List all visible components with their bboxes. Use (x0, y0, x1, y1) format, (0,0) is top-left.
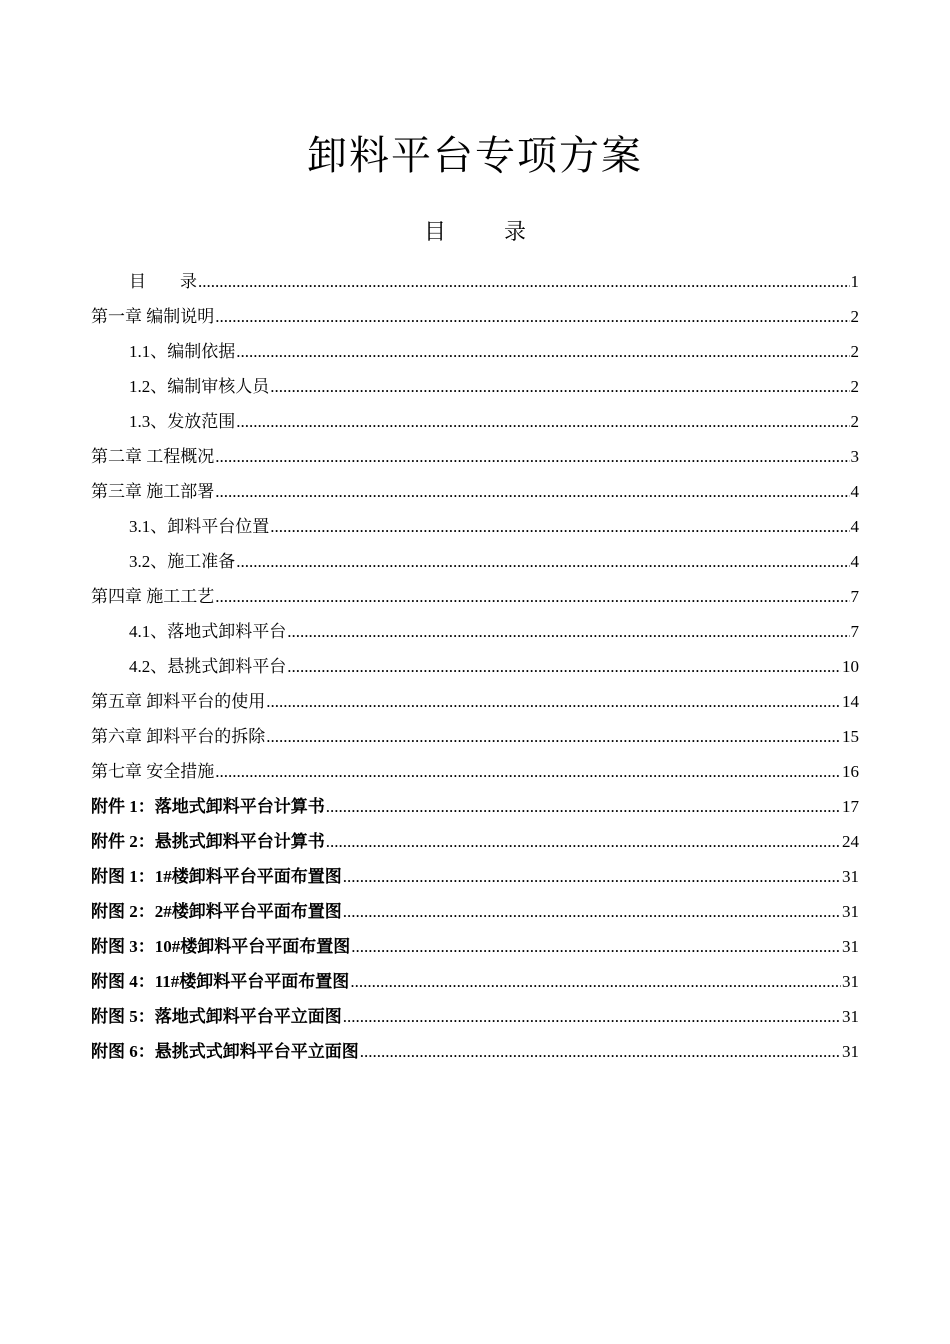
toc-entry[interactable] (91, 756, 859, 791)
toc-dot-leader (351, 931, 841, 963)
toc-entry-page-number: 7 (850, 587, 859, 606)
toc-dot-leader (266, 686, 841, 718)
toc-entry-page-number: 31 (842, 1007, 859, 1026)
toc-entry[interactable] (91, 616, 859, 651)
toc-entry-page-number: 4 (850, 517, 859, 536)
toc-dot-leader (343, 896, 841, 928)
document-title: 卸料平台专项方案 (307, 133, 643, 178)
toc-entry[interactable] (91, 511, 859, 546)
toc-dot-leader (215, 756, 841, 788)
toc-entry[interactable] (91, 476, 859, 511)
toc-entry[interactable] (91, 966, 859, 1001)
toc-entry-page-number: 31 (842, 972, 859, 991)
toc-dot-leader (215, 476, 849, 508)
toc-entry-page-number: 17 (842, 797, 859, 816)
toc-entry-title: 第一章 编制说明 (91, 307, 215, 326)
toc-entry-title: 附件 1：落地式卸料平台计算书 (91, 797, 325, 816)
toc-entry-page-number: 31 (842, 867, 859, 886)
toc-dot-leader (236, 546, 849, 578)
toc-entry-page-number: 16 (842, 762, 859, 781)
toc-entry-title: 第七章 安全措施 (91, 762, 215, 781)
toc-dot-leader (270, 511, 849, 543)
toc-entry-title: 4.2、悬挑式卸料平台 (129, 657, 287, 676)
toc-entry[interactable] (91, 1001, 859, 1036)
toc-entry[interactable] (91, 1036, 859, 1071)
toc-dot-leader (350, 966, 841, 998)
toc-entry-title: 第六章 卸料平台的拆除 (91, 727, 266, 746)
toc-entry[interactable] (91, 371, 859, 406)
toc-entry[interactable] (91, 266, 859, 301)
toc-dot-leader (236, 406, 849, 438)
toc-entry-title: 附图 1：1#楼卸料平台平面布置图 (91, 867, 342, 886)
toc-entry[interactable] (91, 301, 859, 336)
toc-entry-page-number: 31 (842, 1042, 859, 1061)
toc-dot-leader (343, 861, 841, 893)
toc-entry-page-number: 24 (842, 832, 859, 851)
table-of-contents (91, 266, 859, 1071)
toc-dot-leader (270, 371, 849, 403)
toc-entry[interactable] (91, 896, 859, 931)
toc-dot-leader (215, 441, 849, 473)
toc-entry-title: 目 录 (129, 272, 197, 291)
toc-dot-leader (287, 651, 841, 683)
toc-entry[interactable] (91, 861, 859, 896)
toc-entry-title: 3.1、卸料平台位置 (129, 517, 270, 536)
toc-entry-page-number: 2 (850, 412, 859, 431)
toc-dot-leader (198, 266, 850, 298)
toc-dot-leader (287, 616, 849, 648)
toc-heading (0, 218, 950, 248)
toc-entry-title: 第四章 施工工艺 (91, 587, 215, 606)
toc-entry-page-number: 14 (842, 692, 859, 711)
toc-entry-page-number: 2 (850, 307, 859, 326)
toc-entry-title: 附件 2：悬挑式卸料平台计算书 (91, 832, 325, 851)
toc-entry-title: 3.2、施工准备 (129, 552, 236, 571)
toc-entry[interactable] (91, 931, 859, 966)
toc-dot-leader (266, 721, 841, 753)
toc-entry-title: 第三章 施工部署 (91, 482, 215, 501)
toc-entry[interactable] (91, 826, 859, 861)
toc-entry-page-number: 31 (842, 902, 859, 921)
toc-entry[interactable] (91, 441, 859, 476)
toc-entry-title: 附图 4：11#楼卸料平台平面布置图 (91, 972, 350, 991)
toc-entry-title: 附图 2：2#楼卸料平台平面布置图 (91, 902, 342, 921)
toc-entry-title: 附图 6：悬挑式式卸料平台平立面图 (91, 1042, 359, 1061)
toc-entry-page-number: 3 (850, 447, 859, 466)
toc-entry[interactable] (91, 651, 859, 686)
toc-entry-title: 第五章 卸料平台的使用 (91, 692, 266, 711)
toc-dot-leader (326, 791, 841, 823)
toc-entry-page-number: 15 (842, 727, 859, 746)
toc-entry-page-number: 2 (850, 342, 859, 361)
toc-entry-title: 1.2、编制审核人员 (129, 377, 270, 396)
toc-entry-title: 附图 3：10#楼卸料平台平面布置图 (91, 937, 351, 956)
toc-entry[interactable] (91, 546, 859, 581)
toc-entry-title: 附图 5：落地式卸料平台平立面图 (91, 1007, 342, 1026)
toc-dot-leader (215, 581, 849, 613)
toc-dot-leader (343, 1001, 841, 1033)
toc-entry-title: 1.1、编制依据 (129, 342, 236, 361)
toc-entry[interactable] (91, 686, 859, 721)
toc-heading-left: 目 (423, 220, 446, 245)
toc-entry-page-number: 7 (850, 622, 859, 641)
toc-entry-page-number: 4 (850, 482, 859, 501)
toc-dot-leader (360, 1036, 841, 1068)
toc-entry-title: 4.1、落地式卸料平台 (129, 622, 287, 641)
toc-entry-page-number: 4 (850, 552, 859, 571)
toc-dot-leader (326, 826, 841, 858)
toc-entry-page-number: 1 (850, 272, 859, 291)
toc-entry-page-number: 10 (842, 657, 859, 676)
toc-entry[interactable] (91, 581, 859, 616)
toc-entry[interactable] (91, 791, 859, 826)
toc-entry-page-number: 31 (842, 937, 859, 956)
toc-dot-leader (215, 301, 849, 333)
toc-dot-leader (236, 336, 849, 368)
toc-entry-title: 1.3、发放范围 (129, 412, 236, 431)
toc-entry[interactable] (91, 336, 859, 371)
toc-entry[interactable] (91, 406, 859, 441)
toc-entry[interactable] (91, 721, 859, 756)
toc-heading-right: 录 (504, 220, 527, 245)
toc-entry-page-number: 2 (850, 377, 859, 396)
toc-entry-title: 第二章 工程概况 (91, 447, 215, 466)
